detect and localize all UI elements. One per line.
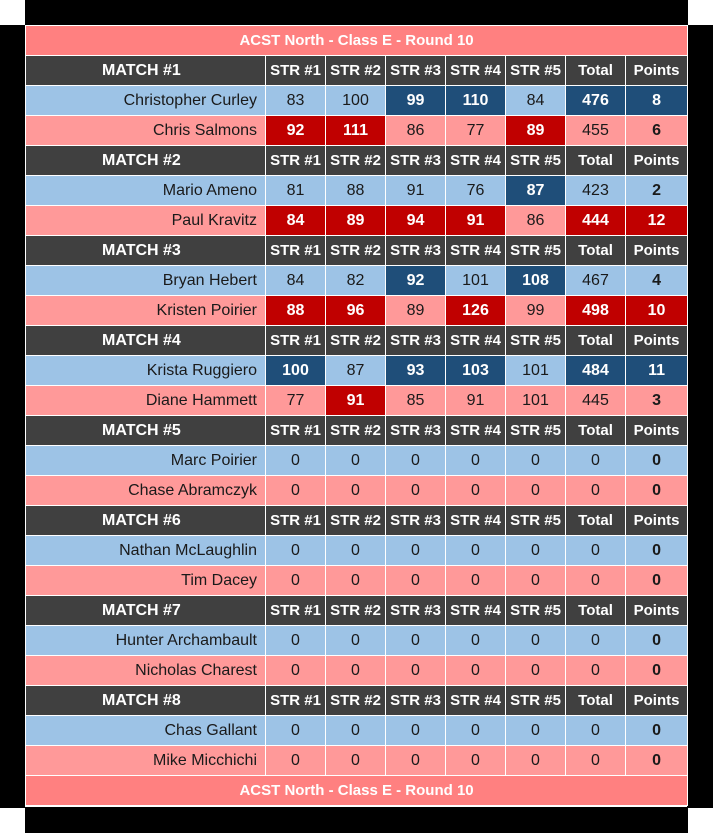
string-score[interactable]: 0: [446, 536, 506, 566]
player-row: [26, 656, 688, 686]
column-header[interactable]: STR #5: [506, 686, 566, 716]
points-value[interactable]: 10: [626, 296, 688, 326]
column-header[interactable]: Points: [626, 506, 688, 536]
column-header[interactable]: STR #3: [386, 146, 446, 176]
column-header[interactable]: STR #5: [506, 236, 566, 266]
points-value[interactable]: 11: [626, 356, 688, 386]
corner-br: [688, 808, 713, 833]
match-label[interactable]: MATCH #4: [26, 326, 266, 356]
player-name[interactable]: Mike Micchichi: [26, 746, 266, 776]
column-header[interactable]: Total: [566, 146, 626, 176]
string-score[interactable]: 0: [326, 626, 386, 656]
string-score[interactable]: 0: [266, 446, 326, 476]
match-label[interactable]: MATCH #5: [26, 416, 266, 446]
string-score[interactable]: 0: [266, 566, 326, 596]
column-header[interactable]: STR #2: [326, 56, 386, 86]
string-score[interactable]: 93: [386, 356, 446, 386]
column-header[interactable]: STR #4: [446, 56, 506, 86]
player-name[interactable]: Diane Hammett: [26, 386, 266, 416]
points-value[interactable]: 0: [626, 476, 688, 506]
string-score[interactable]: 0: [386, 566, 446, 596]
sheet-footer[interactable]: ACST North - Class E - Round 10: [26, 776, 688, 806]
string-score[interactable]: 84: [266, 266, 326, 296]
column-header[interactable]: Total: [566, 56, 626, 86]
column-header[interactable]: STR #4: [446, 596, 506, 626]
string-score[interactable]: 88: [266, 296, 326, 326]
column-header[interactable]: STR #5: [506, 596, 566, 626]
string-score[interactable]: 0: [386, 716, 446, 746]
total-score[interactable]: 0: [566, 476, 626, 506]
string-score[interactable]: 126: [446, 296, 506, 326]
match-label[interactable]: MATCH #3: [26, 236, 266, 266]
string-score[interactable]: 84: [266, 206, 326, 236]
player-name[interactable]: Marc Poirier: [26, 446, 266, 476]
string-score[interactable]: 0: [446, 626, 506, 656]
string-score[interactable]: 94: [386, 206, 446, 236]
column-header[interactable]: Total: [566, 506, 626, 536]
string-score[interactable]: 91: [446, 386, 506, 416]
string-score[interactable]: 0: [326, 536, 386, 566]
title-row: [26, 26, 688, 56]
string-score[interactable]: 0: [506, 476, 566, 506]
total-score[interactable]: 0: [566, 716, 626, 746]
points-value[interactable]: 0: [626, 536, 688, 566]
total-score[interactable]: 0: [566, 536, 626, 566]
column-header[interactable]: Total: [566, 416, 626, 446]
column-header[interactable]: STR #2: [326, 236, 386, 266]
string-score[interactable]: 86: [386, 116, 446, 146]
column-header[interactable]: Points: [626, 596, 688, 626]
string-score[interactable]: 0: [386, 446, 446, 476]
column-header[interactable]: STR #2: [326, 146, 386, 176]
column-header[interactable]: STR #1: [266, 56, 326, 86]
total-score[interactable]: 498: [566, 296, 626, 326]
column-header[interactable]: STR #1: [266, 236, 326, 266]
string-score[interactable]: 92: [266, 116, 326, 146]
column-header[interactable]: STR #4: [446, 146, 506, 176]
points-value[interactable]: 4: [626, 266, 688, 296]
player-name[interactable]: Hunter Archambault: [26, 626, 266, 656]
match-header-row: [26, 686, 688, 716]
string-score[interactable]: 81: [266, 176, 326, 206]
column-header[interactable]: STR #1: [266, 506, 326, 536]
player-row: [26, 716, 688, 746]
column-header[interactable]: STR #4: [446, 326, 506, 356]
column-header[interactable]: STR #4: [446, 686, 506, 716]
string-score[interactable]: 0: [446, 446, 506, 476]
column-header[interactable]: STR #3: [386, 236, 446, 266]
string-score[interactable]: 101: [506, 386, 566, 416]
points-value[interactable]: 0: [626, 656, 688, 686]
match-header-row: [26, 416, 688, 446]
string-score[interactable]: 89: [326, 206, 386, 236]
points-value[interactable]: 0: [626, 746, 688, 776]
string-score[interactable]: 0: [326, 566, 386, 596]
player-name[interactable]: Bryan Hebert: [26, 266, 266, 296]
string-score[interactable]: 77: [446, 116, 506, 146]
footer-row: [26, 776, 688, 806]
total-score[interactable]: 455: [566, 116, 626, 146]
total-score[interactable]: 0: [566, 746, 626, 776]
string-score[interactable]: 0: [266, 476, 326, 506]
column-header[interactable]: STR #1: [266, 686, 326, 716]
player-row: [26, 626, 688, 656]
column-header[interactable]: STR #5: [506, 416, 566, 446]
match-label[interactable]: MATCH #8: [26, 686, 266, 716]
points-value[interactable]: 8: [626, 86, 688, 116]
player-name[interactable]: Chris Salmons: [26, 116, 266, 146]
string-score[interactable]: 0: [446, 716, 506, 746]
total-score[interactable]: 423: [566, 176, 626, 206]
player-row: [26, 536, 688, 566]
column-header[interactable]: STR #3: [386, 506, 446, 536]
player-name[interactable]: Kristen Poirier: [26, 296, 266, 326]
player-row: [26, 746, 688, 776]
string-score[interactable]: 0: [506, 626, 566, 656]
column-header[interactable]: STR #2: [326, 506, 386, 536]
string-score[interactable]: 101: [506, 356, 566, 386]
total-score[interactable]: 467: [566, 266, 626, 296]
string-score[interactable]: 89: [386, 296, 446, 326]
column-header[interactable]: Total: [566, 236, 626, 266]
string-score[interactable]: 91: [446, 206, 506, 236]
points-value[interactable]: 0: [626, 446, 688, 476]
column-header[interactable]: STR #5: [506, 56, 566, 86]
match-header-row: [26, 506, 688, 536]
string-score[interactable]: 0: [446, 476, 506, 506]
string-score[interactable]: 0: [386, 536, 446, 566]
string-score[interactable]: 89: [506, 116, 566, 146]
match-header-row: [26, 236, 688, 266]
player-name[interactable]: Nicholas Charest: [26, 656, 266, 686]
string-score[interactable]: 0: [326, 476, 386, 506]
string-score[interactable]: 0: [326, 746, 386, 776]
results-table: [25, 25, 688, 806]
column-header[interactable]: Points: [626, 56, 688, 86]
corner-tl: [0, 0, 25, 25]
column-header[interactable]: Points: [626, 146, 688, 176]
column-header[interactable]: STR #2: [326, 416, 386, 446]
player-name[interactable]: Chase Abramczyk: [26, 476, 266, 506]
total-score[interactable]: 0: [566, 566, 626, 596]
column-header[interactable]: STR #3: [386, 596, 446, 626]
string-score[interactable]: 77: [266, 386, 326, 416]
string-score[interactable]: 87: [506, 176, 566, 206]
points-value[interactable]: 0: [626, 626, 688, 656]
total-score[interactable]: 0: [566, 626, 626, 656]
column-header[interactable]: STR #1: [266, 146, 326, 176]
player-row: [26, 566, 688, 596]
string-score[interactable]: 0: [326, 446, 386, 476]
match-label[interactable]: MATCH #6: [26, 506, 266, 536]
string-score[interactable]: 76: [446, 176, 506, 206]
corner-tr: [688, 0, 713, 25]
player-name[interactable]: Paul Kravitz: [26, 206, 266, 236]
column-header[interactable]: STR #2: [326, 596, 386, 626]
column-header[interactable]: STR #4: [446, 416, 506, 446]
string-score[interactable]: 101: [446, 266, 506, 296]
string-score[interactable]: 82: [326, 266, 386, 296]
string-score[interactable]: 96: [326, 296, 386, 326]
string-score[interactable]: 87: [326, 356, 386, 386]
player-row: [26, 206, 688, 236]
string-score[interactable]: 0: [506, 536, 566, 566]
player-row: [26, 266, 688, 296]
string-score[interactable]: 99: [506, 296, 566, 326]
string-score[interactable]: 100: [266, 356, 326, 386]
string-score[interactable]: 0: [506, 566, 566, 596]
column-header[interactable]: STR #1: [266, 326, 326, 356]
column-header[interactable]: STR #3: [386, 686, 446, 716]
player-name[interactable]: Nathan McLaughlin: [26, 536, 266, 566]
string-score[interactable]: 0: [506, 746, 566, 776]
string-score[interactable]: 0: [266, 656, 326, 686]
player-row: [26, 116, 688, 146]
points-value[interactable]: 6: [626, 116, 688, 146]
string-score[interactable]: 91: [326, 386, 386, 416]
player-row: [26, 476, 688, 506]
column-header[interactable]: STR #2: [326, 686, 386, 716]
corner-bl: [0, 808, 25, 833]
string-score[interactable]: 0: [266, 746, 326, 776]
string-score[interactable]: 0: [506, 656, 566, 686]
string-score[interactable]: 84: [506, 86, 566, 116]
total-score[interactable]: 444: [566, 206, 626, 236]
points-value[interactable]: 0: [626, 566, 688, 596]
string-score[interactable]: 0: [326, 656, 386, 686]
player-row: [26, 386, 688, 416]
string-score[interactable]: 0: [386, 656, 446, 686]
string-score[interactable]: 86: [506, 206, 566, 236]
player-name[interactable]: Mario Ameno: [26, 176, 266, 206]
player-row: [26, 446, 688, 476]
player-row: [26, 86, 688, 116]
string-score[interactable]: 0: [446, 656, 506, 686]
string-score[interactable]: 100: [326, 86, 386, 116]
column-header[interactable]: Total: [566, 326, 626, 356]
string-score[interactable]: 92: [386, 266, 446, 296]
string-score[interactable]: 91: [386, 176, 446, 206]
column-header[interactable]: STR #3: [386, 326, 446, 356]
match-label[interactable]: MATCH #1: [26, 56, 266, 86]
column-header[interactable]: STR #2: [326, 326, 386, 356]
string-score[interactable]: 0: [266, 716, 326, 746]
string-score[interactable]: 0: [386, 626, 446, 656]
player-name[interactable]: Chas Gallant: [26, 716, 266, 746]
column-header[interactable]: STR #3: [386, 56, 446, 86]
column-header[interactable]: STR #4: [446, 236, 506, 266]
string-score[interactable]: 0: [326, 716, 386, 746]
match-header-row: [26, 56, 688, 86]
player-name[interactable]: Krista Ruggiero: [26, 356, 266, 386]
column-header[interactable]: Total: [566, 686, 626, 716]
string-score[interactable]: 83: [266, 86, 326, 116]
string-score[interactable]: 110: [446, 86, 506, 116]
column-header[interactable]: Total: [566, 596, 626, 626]
column-header[interactable]: STR #5: [506, 506, 566, 536]
column-header[interactable]: STR #4: [446, 506, 506, 536]
column-header[interactable]: STR #3: [386, 416, 446, 446]
player-row: [26, 176, 688, 206]
total-score[interactable]: 0: [566, 446, 626, 476]
sheet-title[interactable]: ACST North - Class E - Round 10: [26, 26, 688, 56]
player-name[interactable]: Christopher Curley: [26, 86, 266, 116]
match-header-row: [26, 146, 688, 176]
column-header[interactable]: STR #1: [266, 416, 326, 446]
string-score[interactable]: 108: [506, 266, 566, 296]
string-score[interactable]: 0: [506, 446, 566, 476]
total-score[interactable]: 484: [566, 356, 626, 386]
match-header-row: [26, 326, 688, 356]
string-score[interactable]: 0: [446, 566, 506, 596]
string-score[interactable]: 85: [386, 386, 446, 416]
match-label[interactable]: MATCH #7: [26, 596, 266, 626]
player-row: [26, 296, 688, 326]
column-header[interactable]: STR #5: [506, 326, 566, 356]
total-score[interactable]: 476: [566, 86, 626, 116]
string-score[interactable]: 0: [506, 716, 566, 746]
player-row: [26, 356, 688, 386]
scoresheet: [25, 25, 687, 807]
string-score[interactable]: 0: [266, 536, 326, 566]
points-value[interactable]: 2: [626, 176, 688, 206]
string-score[interactable]: 0: [386, 476, 446, 506]
column-header[interactable]: Points: [626, 686, 688, 716]
points-value[interactable]: 12: [626, 206, 688, 236]
string-score[interactable]: 103: [446, 356, 506, 386]
string-score[interactable]: 99: [386, 86, 446, 116]
column-header[interactable]: Points: [626, 236, 688, 266]
column-header[interactable]: Points: [626, 416, 688, 446]
total-score[interactable]: 445: [566, 386, 626, 416]
match-header-row: [26, 596, 688, 626]
string-score[interactable]: 111: [326, 116, 386, 146]
total-score[interactable]: 0: [566, 656, 626, 686]
player-name[interactable]: Tim Dacey: [26, 566, 266, 596]
column-header[interactable]: STR #5: [506, 146, 566, 176]
points-value[interactable]: 3: [626, 386, 688, 416]
points-value[interactable]: 0: [626, 716, 688, 746]
string-score[interactable]: 88: [326, 176, 386, 206]
string-score[interactable]: 0: [446, 746, 506, 776]
string-score[interactable]: 0: [386, 746, 446, 776]
string-score[interactable]: 0: [266, 626, 326, 656]
column-header[interactable]: Points: [626, 326, 688, 356]
column-header[interactable]: STR #1: [266, 596, 326, 626]
match-label[interactable]: MATCH #2: [26, 146, 266, 176]
